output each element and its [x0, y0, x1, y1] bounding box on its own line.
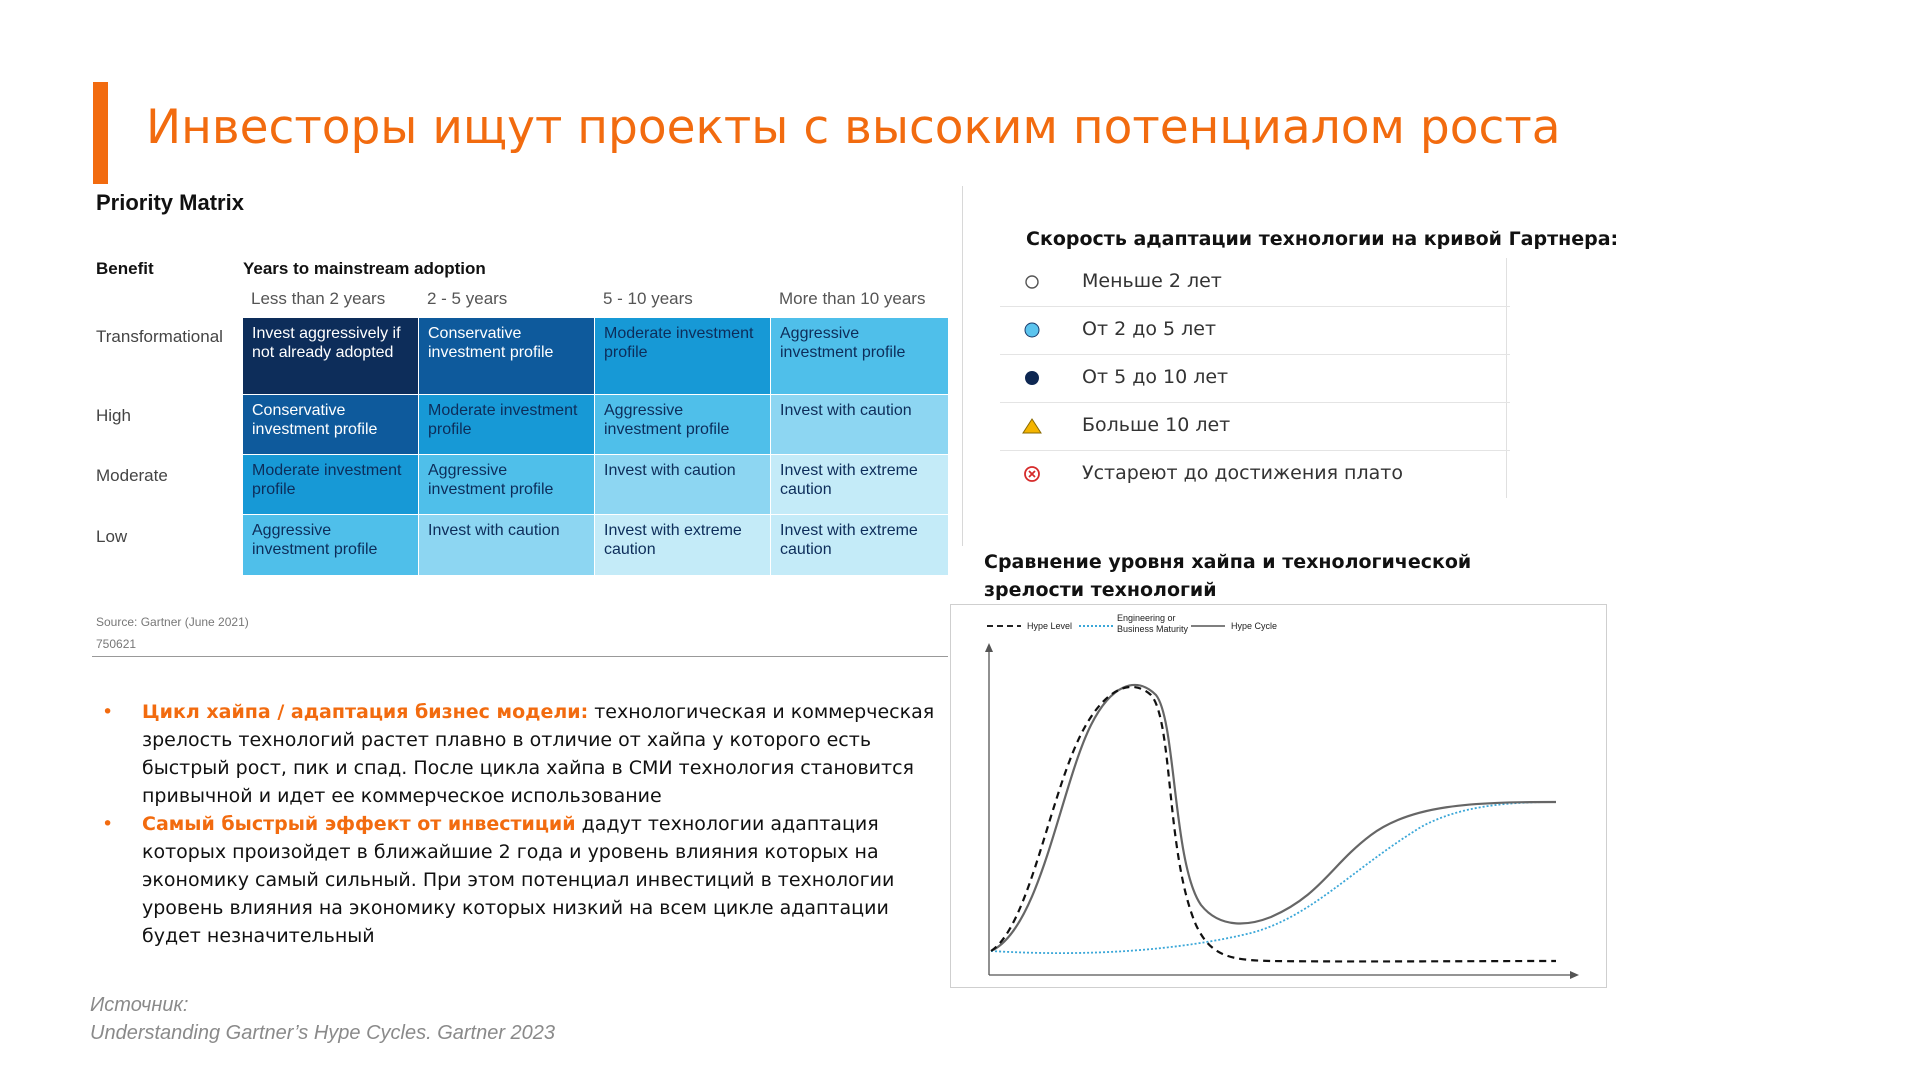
priority-matrix-title: Priority Matrix	[96, 190, 244, 215]
column-header: More than 10 years	[779, 289, 926, 308]
dark-blue-circle-icon	[1018, 368, 1046, 388]
source-label: Источник:	[90, 994, 189, 1016]
red-x-circle-icon	[1018, 464, 1046, 484]
hype-level-curve	[991, 687, 1556, 962]
matrix-cell: Moderate investment profile	[595, 318, 771, 395]
hype-cycle-chart	[951, 605, 1606, 987]
legend-label: Hype Level	[1027, 621, 1073, 631]
matrix-cell: Aggressive investment profile	[419, 455, 595, 515]
legend-item	[1000, 402, 1510, 450]
matrix-cell: Invest with caution	[419, 515, 595, 576]
bullet-text: дадут технологии адаптация которых произойдет в ближайшие 2 года и уровень влияния которых на экономику самый сильный. При этом потенциал инвестиций в технологии уровень влияния на экономику которых низкий на всем цикле адаптации будет незначительный	[142, 813, 895, 947]
legend-label: От 5 до 10 лет	[1082, 366, 1229, 388]
open-circle-icon	[1018, 272, 1046, 292]
legend-item	[1000, 258, 1510, 306]
matrix-cell: Invest with caution	[771, 395, 949, 455]
y-axis-arrow	[985, 643, 993, 652]
bullet-list	[100, 698, 945, 950]
legend-label: Меньше 2 лет	[1082, 270, 1222, 292]
row-header: Moderate	[96, 466, 168, 485]
matrix-cell: Invest aggressively if not already adopted	[243, 318, 419, 395]
hype-chart-frame	[950, 604, 1607, 988]
legend-item	[1000, 354, 1510, 402]
bullet-highlight: Самый быстрый эффект от инвестиций	[142, 813, 576, 835]
legend-title: Скорость адаптации технологии на кривой Гартнера:	[1026, 228, 1619, 250]
legend-label: От 2 до 5 лет	[1082, 318, 1217, 340]
light-blue-circle-icon	[1018, 320, 1046, 340]
matrix-cell: Conservative investment profile	[419, 318, 595, 395]
bullet-dot: •	[102, 701, 114, 723]
column-header: Less than 2 years	[251, 289, 386, 308]
x-axis-arrow	[1570, 971, 1579, 979]
adoption-speed-legend	[1000, 258, 1510, 498]
legend-item	[1000, 306, 1510, 354]
row-header: Transformational	[96, 327, 223, 346]
bullet-dot: •	[102, 813, 114, 835]
source-text: Understanding Gartner’s Hype Cycles. Gartner 2023	[90, 1022, 556, 1044]
title-accent-bar	[93, 82, 108, 184]
legend-label: Business Maturity	[1117, 624, 1189, 634]
divider	[92, 656, 948, 657]
matrix-cell: Moderate investment profile	[419, 395, 595, 455]
yellow-triangle-icon	[1018, 416, 1046, 436]
benefit-label: Benefit	[96, 259, 154, 278]
page-title: Инвесторы ищут проекты с высоким потенциалом роста	[146, 100, 1561, 155]
matrix-source: Source: Gartner (June 2021)	[96, 615, 249, 629]
row-header: High	[96, 406, 131, 425]
legend-label: Engineering or	[1117, 613, 1176, 623]
maturity-curve	[991, 802, 1556, 953]
row-header: Low	[96, 527, 128, 546]
hype-cycle-curve	[993, 685, 1556, 950]
matrix-cell: Aggressive investment profile	[771, 318, 949, 395]
legend-label: Больше 10 лет	[1082, 414, 1231, 436]
column-header: 5 - 10 years	[603, 289, 693, 308]
priority-matrix-grid	[243, 318, 949, 576]
list-item	[100, 698, 945, 810]
years-label: Years to mainstream adoption	[243, 259, 486, 278]
matrix-cell: Conservative investment profile	[243, 395, 419, 455]
legend-label: Устареют до достижения плато	[1082, 462, 1403, 484]
list-item	[100, 810, 945, 950]
legend-label: Hype Cycle	[1231, 621, 1278, 631]
matrix-cell: Invest with extreme caution	[595, 515, 771, 576]
matrix-id: 750621	[96, 637, 137, 651]
matrix-cell: Moderate investment profile	[243, 455, 419, 515]
legend-item	[1000, 450, 1510, 498]
matrix-cell: Invest with caution	[595, 455, 771, 515]
hype-chart-title: Сравнение уровня хайпа и технологической зрелости технологий	[984, 551, 1472, 601]
matrix-cell: Invest with extreme caution	[771, 455, 949, 515]
divider	[962, 186, 963, 546]
column-header: 2 - 5 years	[427, 289, 508, 308]
matrix-cell: Aggressive investment profile	[243, 515, 419, 576]
bullet-text: технологическая и коммерческая зрелость технологий растет плавно в отличие от хайпа у которого есть быстрый рост, пик и спад. После цикла хайпа в СМИ технология становится привычной и идет ее коммерческое использование	[142, 701, 935, 807]
bullet-highlight: Цикл хайпа / адаптация бизнес модели:	[142, 701, 589, 723]
matrix-cell: Invest with extreme caution	[771, 515, 949, 576]
matrix-cell: Aggressive investment profile	[595, 395, 771, 455]
